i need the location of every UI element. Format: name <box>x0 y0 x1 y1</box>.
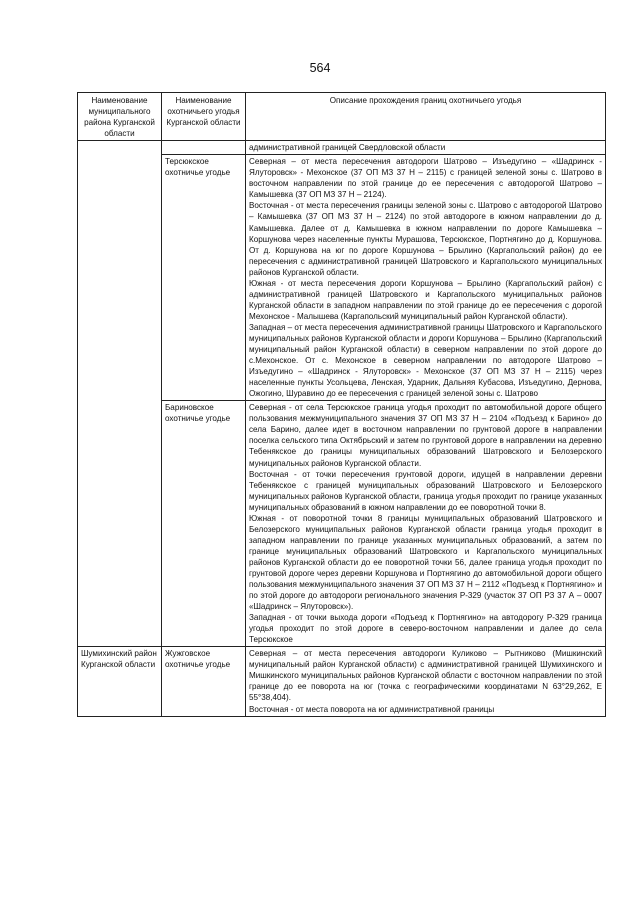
table-header-row <box>78 93 606 141</box>
boundary-description-cell <box>246 647 606 716</box>
boundary-description-cell <box>246 401 606 647</box>
table-row <box>78 647 606 716</box>
page-number: 564 <box>309 61 331 75</box>
boundary-south: Южная - от места пересечения дороги Коршунова – Брылино (Каргапольский район) с административной границей Шатровского и Каргапольского муниципальных районов Курганской области в западном направлении по этой границе до ее пересечения с дорогой Мехонское - Малышева (Каргапольский муниципальный район Курганской области). <box>249 278 602 321</box>
header-hunting-ground: Наименование охотничьего угодья Курганской области <box>162 93 246 141</box>
boundary-south: Южная - от поворотной точки 8 границы муниципальных образований Шатровского и Белозерского муниципальных районов Курганской области граница угодья проходит в западном направлении по границе указанных муниципальных образований, а затем по границе муниципальных образований Шатровского и Каргапольского муниципальных районов Курганской области до ее поворотной точки 56, далее граница угодья проходит по грунтовой дороге через деревни Коршунова и Портнягино до автомобильной дороги общего пользования межмуниципального значения 37 ОП МЗ 37 Н – 2112 «Подъезд к Портнягино» и по этой дороге до автодороги регионального значения Р-329 (участок 37 ОП РЗ 37 А – 0007 «Шадринск – Ялуторовск»). <box>249 513 602 612</box>
header-district: Наименование муниципального района Курганской области <box>78 93 162 141</box>
boundary-paragraph: административной границей Свердловской области <box>249 143 446 153</box>
district-cell <box>78 141 162 647</box>
boundary-west: Западная – от места пересечения административной границы Шатровского и Каргапольского муниципальных районов Курганской области и дороги Коршунова – Брылино (Каргапольский муниципальный район Курганской области) в северном направлении по этой дороге до с.Мехонское. От с. Мехонское в северном направлении по автодороге Шатрово – Изъедугино – «Шадринск - Ялуторовск» - Мехонское (37 ОП МЗ 37 Н – 2115) через населенные пункты Усольцева, Ленская, Ударник, Дальняя Кубасова, Изъедугино, Дернова, Ожогино, Шуравино до ее пересечения с границей зеленой зоны с. Шатрово <box>249 322 602 399</box>
hunting-ground-cell: Жужговское охотничье угодье <box>162 647 246 716</box>
boundary-north: Северная – от места пересечения автодороги Шатрово – Изъедугино – «Шадринск - Ялуторовск» - Мехонское (37 ОП МЗ 37 Н – 2115) с границей зеленой зоны с. Шатрово в восточном направлении по этой границе до ее пересечения с автодорогой Шатрово – Камышевка (37 ОП МЗ 37 Н – 2124). <box>249 157 602 200</box>
boundary-north: Северная – от места пересечения автодороги Куликово – Рытниково (Мишкинский муниципальный район Курганской области) с административной границей Шумихинского и Мишкинского муниципальных районов Курганской области с восточном направлении по этой границе до ее поворота на юг (точка с географическими координатами N 63°29,262, E 55°38,404). <box>249 649 602 703</box>
hunting-ground-cell: Бариновское охотничье угодье <box>162 401 246 647</box>
table-row <box>78 141 606 155</box>
boundary-east: Восточная - от места пересечения границы зеленой зоны с. Шатрово с автодорогой Шатрово – Камышевка (37 ОП МЗ 37 Н – 2124) по этой автодороге в южном направлении до д. Камышевка. Далее от д. Камышевка в южном направлении по дороге Камышевка – Коршунова через населенные пункты Мурашова, Терсюкское, Портнягино до д. Коршунова. От д. Коршунова на юг по дороге Коршунова – Брылино (Каргапольский район) до ее пересечения с административной границей Шатровского и Каргапольского муниципальных районов Курганской области. <box>249 201 602 277</box>
boundary-east: Восточная - от точки пересечения грунтовой дороги, идущей в направлении деревни Тебенякское с границей муниципальных образований Шатровского и Белозерского муниципальных районов Курганской области, граница угодья проходит по границе указанных муниципальных образований в южном направлении до ее поворотной точки 8. <box>249 469 602 512</box>
boundary-description-cell <box>246 141 606 155</box>
header-boundary-description: Описание прохождения границ охотничьего угодья <box>246 93 606 141</box>
hunting-ground-cell: Терсюкское охотничье угодье <box>162 155 246 401</box>
boundary-north: Северная - от села Терсюкское граница угодья проходит по автомобильной дороге общего пользования межмуниципального значения 37 ОП МЗ 37 Н – 2104 «Подъезд к Барино» до села Барино, далее идет в восточном направлении по грунтовой дороге в направлении поселка сельского типа Октябрьский и затем по грунтовой дороге в направлении на деревню Тебенякское до границы муниципальных образований Шатровского и Белозерского муниципальных районов Курганской области. <box>249 403 602 468</box>
boundary-west: Западная - от точки выхода дороги «Подъезд к Портнягино» на автодорогу Р-329 граница угодья проходит по этой дороге в северо-восточном направлении и далее до села Терсюкское <box>249 613 602 645</box>
district-cell: Шумихинский район Курганской области <box>78 647 162 716</box>
boundary-east: Восточная - от места поворота на юг административной границы <box>249 704 495 714</box>
hunting-ground-cell <box>162 141 246 155</box>
hunting-grounds-boundary-table <box>77 92 606 717</box>
boundary-description-cell <box>246 155 606 401</box>
